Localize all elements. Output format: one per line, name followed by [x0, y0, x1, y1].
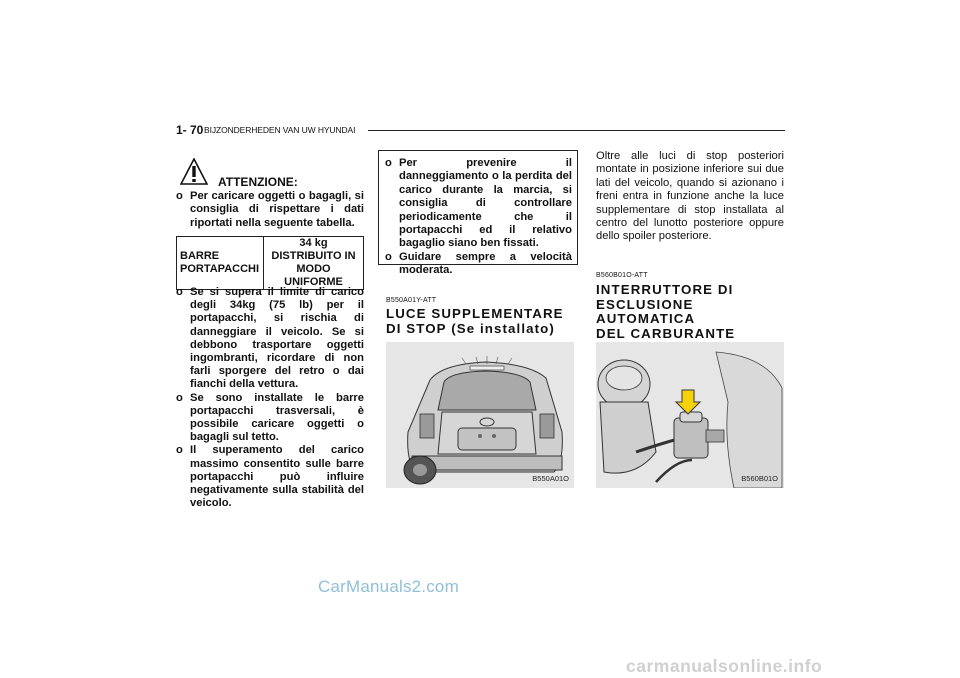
bullet-marker: o — [385, 250, 392, 263]
bullet-marker: o — [176, 444, 183, 457]
title-line: DEL CARBURANTE — [596, 325, 736, 341]
warning-triangle-icon — [180, 158, 208, 186]
bullet-text: Il superamento del carico massimo consentito sulle barre portapacchi può influire negativamente sulla stabilità del veicolo. — [190, 444, 364, 510]
bullet-text: Se si supera il limite di carico degli 34kg (75 lb) per il portapacchi, si rischia di danneggiare il veicolo. Se si debbono trasportare oggetti ingombranti, ricordare di non farli sporgere del retro o dai fianchi della vettura. — [190, 286, 364, 391]
stop-light-title: LUCE SUPPLEMENTARE DI STOP (Se installato) — [386, 306, 564, 336]
list-item — [176, 444, 364, 510]
fuel-cutoff-code: B560B01O-ATT — [596, 272, 648, 279]
bullet-text: Per prevenire il danneggiamento o la perdita del carico durante la marcia, si consiglia di controllare periodicamente che il portapacchi ed il relativo bagaglio siano ben fissati. — [399, 157, 572, 250]
table-value: 34 kg DISTRIBUITO IN MODO UNIFORME — [264, 237, 364, 290]
watermark-carmanuals2[interactable]: CarManuals2.com — [318, 577, 459, 596]
list-item — [385, 251, 572, 278]
list-item — [385, 157, 572, 251]
bullet-text: Se sono installate le barre portapacchi trasversali, è possibile caricare oggetti o bagagli sul tetto. — [190, 391, 364, 444]
warning-intro-text: Per caricare oggetti o bagagli, si consiglia di rispettare i dati riportati nella seguente tabella. — [190, 190, 364, 229]
bullet-text: Guidare sempre a velocità moderata. — [399, 250, 572, 277]
warning-title: ATTENZIONE: — [218, 175, 298, 189]
watermark-carmanualsonline[interactable]: carmanualsonline.info — [626, 656, 823, 676]
table-label: BARRE PORTAPACCHI — [177, 237, 264, 290]
stop-light-figure — [386, 342, 574, 488]
figure-code: B550A01O — [532, 474, 569, 483]
section-title: BIJZONDERHEDEN VAN UW HYUNDAI — [204, 125, 356, 135]
fuel-cutoff-figure — [596, 342, 784, 488]
warning-bullets — [176, 286, 364, 510]
title-line: INTERRUTTORE DI — [596, 282, 734, 297]
stop-light-paragraph: Oltre alle luci di stop posteriori montate in posizione inferiore sui due lati del veicolo, quando si azionano i freni entra in funzione anche la luce supplementare di stop installata al centro del lunotto posteriore oppure dello spoiler posteriore. — [596, 150, 784, 243]
list-item — [176, 286, 364, 392]
bullet-marker: o — [385, 157, 392, 169]
header-rule — [368, 130, 785, 131]
page-number: 1- 70 — [176, 123, 204, 137]
warning-intro — [176, 190, 364, 230]
bullet-marker: o — [176, 391, 183, 404]
figure-code: B560B01O — [741, 474, 778, 483]
bullet-marker: o — [176, 190, 183, 202]
bullet-marker: o — [176, 286, 183, 298]
list-item — [176, 392, 364, 445]
note-box — [378, 150, 578, 277]
engine-bay-illustration — [596, 342, 784, 488]
title-line: ESCLUSIONE AUTOMATICA — [596, 296, 696, 326]
load-capacity-table — [176, 236, 364, 290]
suv-rear-illustration — [386, 342, 574, 488]
stop-light-code: B550A01Y-ATT — [386, 297, 437, 304]
